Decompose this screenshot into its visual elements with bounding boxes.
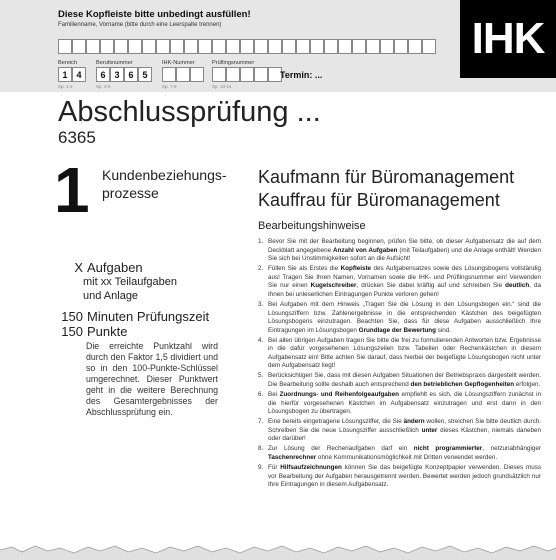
hinweis-text: Für xyxy=(268,463,281,471)
hinweis-text: des Aufgabensatzes sowie des Lösungsbogens vollständig aus! Tragen Sie Ihren Namen, Vornamen sowie die IHK- und Prüflingsnummer ein! Verwenden Sie nur einen xyxy=(268,265,541,290)
hinweis-emphasis: Zuordnungs- und Reihenfolgeaufgaben xyxy=(279,391,399,399)
berufsnummer-label: Berufsnummer xyxy=(96,60,133,66)
hinweis-emphasis: Taschenrechner xyxy=(268,453,317,461)
name-field-box[interactable] xyxy=(170,39,184,54)
hinweis-item xyxy=(258,445,541,462)
hinweis-text: (mit Teilaufgaben) und die Anlage enthält! Wenden Sie sich bei Unstimmigkeiten sofort an die Aufsicht! xyxy=(268,246,541,263)
ihk-nummer-field[interactable] xyxy=(162,67,204,82)
anlage-label: und Anlage xyxy=(83,290,139,302)
name-field-box[interactable] xyxy=(380,39,394,54)
hinweis-text: Zur Lösung der Rechenaufgaben darf ein xyxy=(268,445,414,453)
hinweis-number: 6. xyxy=(258,391,264,399)
ihk-logo: IHK xyxy=(460,0,556,78)
aufgaben-count: X xyxy=(74,260,83,275)
hinweis-emphasis: unter xyxy=(421,426,438,434)
hinweis-emphasis: deutlich xyxy=(505,282,530,290)
name-field-box[interactable] xyxy=(184,39,198,54)
hinweis-number: 1. xyxy=(258,238,264,245)
hinweis-number: 3. xyxy=(258,300,264,308)
name-field-box[interactable] xyxy=(394,39,408,54)
minutes-count: 150 xyxy=(61,309,83,324)
berufsnummer-box[interactable]: 3 xyxy=(110,67,124,82)
hinweis-emphasis: Grundlage der Bewertung xyxy=(358,326,436,334)
points-label: Punkte xyxy=(87,324,128,339)
name-field-box[interactable] xyxy=(240,39,254,54)
hinweis-text: Bevor Sie mit der Bearbeitung beginnen, prüfen Sie bitte, ob dieser Aufgabensatz die auf dem Deckblatt angegebene xyxy=(268,238,541,254)
hinweis-item xyxy=(258,337,541,371)
profession-line-1: Kaufmann für Büromanagement xyxy=(258,167,515,187)
name-field-box[interactable] xyxy=(296,39,310,54)
bereich-label: Bereich xyxy=(58,60,77,66)
hinweis-text: Berücksichtigen Sie, dass mit diesen Aufgaben Situationen der Betriebspraxis dargestellt werden. Die Bearbeitung sollte deshalb auch entsprechend xyxy=(268,372,541,389)
hinweis-item xyxy=(258,391,541,417)
hinweis-text: , netzunabhängiger xyxy=(482,445,541,453)
hinweis-emphasis: ändern xyxy=(403,418,425,426)
name-field-box[interactable] xyxy=(422,39,436,54)
name-field-box[interactable] xyxy=(72,39,86,54)
name-field-box[interactable] xyxy=(310,39,324,54)
name-field-box[interactable] xyxy=(366,39,380,54)
ihk-nummer-label: IHK-Nummer xyxy=(162,60,195,66)
points-count: 150 xyxy=(61,324,83,339)
hinweise-list xyxy=(258,238,541,491)
ihk-nummer-box[interactable] xyxy=(162,67,176,82)
profession-line-2: Kauffrau für Büromanagement xyxy=(258,190,500,210)
pruefling-hint: Sp. 10-14 xyxy=(212,84,232,89)
header-title: Diese Kopfleiste bitte unbedingt ausfüllen! xyxy=(58,9,251,20)
hinweis-item xyxy=(258,464,541,490)
hinweis-number: 2. xyxy=(258,265,264,273)
hinweis-text: Bei xyxy=(268,391,280,399)
pruefling-label: Prüflingsnummer xyxy=(212,60,255,66)
minutes-label: Minuten Prüfungszeit xyxy=(87,309,210,324)
hinweis-text: sind. xyxy=(436,326,452,334)
hinweis-text: Eine bereits eingetragene Lösungsziffer, die Sie xyxy=(268,418,404,426)
exam-subject: Kundenbeziehungs- prozesse xyxy=(102,167,227,201)
hinweis-text: ohne Kommunikationsmöglichkeit mit Dritten verwendet werden. xyxy=(316,453,498,461)
hinweis-number: 4. xyxy=(258,336,264,344)
termin-label: Termin: ... xyxy=(280,70,323,80)
berufsnummer-box[interactable]: 5 xyxy=(138,67,152,82)
hinweis-text: , da Ihnen bei unleserlichen Eintragungen Punkte verloren gehen! xyxy=(268,282,542,298)
name-field-box[interactable] xyxy=(226,39,240,54)
hinweis-emphasis: Hilfsaufzeichnungen xyxy=(280,463,342,471)
hinweis-text: , drücken Sie dabei kräftig auf und schreiben Sie xyxy=(356,282,506,290)
berufsnummer-field[interactable] xyxy=(96,67,152,82)
name-field-box[interactable] xyxy=(338,39,352,54)
name-field-box[interactable] xyxy=(128,39,142,54)
name-field-box[interactable] xyxy=(212,39,226,54)
name-field-box[interactable] xyxy=(156,39,170,54)
name-field-box[interactable] xyxy=(268,39,282,54)
bereich-field[interactable] xyxy=(58,67,86,82)
hinweis-emphasis: nicht programmierter xyxy=(413,445,483,453)
berufsnummer-box[interactable]: 6 xyxy=(124,67,138,82)
hinweis-text: können Sie das beigefügte Konzeptpapier verwenden. Dieses muss vor Bearbeitung der Aufgaben herausgetrennt werden. Bewertet werden jedoch grundsätzlich nur Ihre Eintragungen in diesem Aufgabensatz. xyxy=(268,463,541,489)
berufsnummer-hint: Sp. 3-6 xyxy=(96,84,111,89)
pruefling-box[interactable] xyxy=(212,67,226,82)
exam-title: Abschlussprüfung ... xyxy=(58,96,321,128)
hinweis-item xyxy=(258,418,541,444)
hinweise-title: Bearbeitungshinweise xyxy=(258,220,366,232)
name-field-box[interactable] xyxy=(408,39,422,54)
hinweis-number: 7. xyxy=(258,418,264,426)
berufsnummer-box[interactable]: 6 xyxy=(96,67,110,82)
bereich-hint: Sp. 1-2 xyxy=(58,84,73,89)
ihk-nummer-box[interactable] xyxy=(190,67,204,82)
aufgaben-label: Aufgaben xyxy=(87,260,143,275)
hinweis-emphasis: Kopfleiste xyxy=(340,265,372,273)
hinweis-text: Füllen Sie als Erstes die xyxy=(268,265,341,273)
name-field[interactable] xyxy=(58,39,436,54)
profession xyxy=(258,166,514,212)
name-field-box[interactable] xyxy=(352,39,366,54)
name-field-box[interactable] xyxy=(282,39,296,54)
bereich-box[interactable]: 1 xyxy=(58,67,72,82)
pruefling-box[interactable] xyxy=(226,67,240,82)
pruefling-box[interactable] xyxy=(254,67,268,82)
hinweis-text: empfiehlt es sich, die Lösungsziffern zunächst in die hierfür vorgesehenen Kästchen im Aufgabensatz einzutragen und erst dann in den Lösungsbogen zu übertragen. xyxy=(268,391,541,416)
hinweis-text: Bei allen übrigen Aufgaben tragen Sie bitte die frei zu formulierenden Antworten bzw. Ergebnisse in die dafür vorgesehenen Lösungszeilen bzw. Tabellen oder Rechenkästchen in diesem Aufgabensatz ein! Bitte achten Sie darauf, dass hierbei der beigefügte Lösungsbogen nicht unter dem Aufgabensatz liegt! xyxy=(268,336,541,370)
hinweis-item xyxy=(258,265,541,299)
name-field-box[interactable] xyxy=(142,39,156,54)
name-field-box[interactable] xyxy=(86,39,100,54)
name-field-label: Familienname, Vorname (bitte durch eine Leerspalte trennen) xyxy=(58,22,222,28)
exam-part-number: 1 xyxy=(54,154,90,226)
hinweis-item xyxy=(258,301,541,335)
hinweis-item xyxy=(258,238,541,264)
exam-code: 6365 xyxy=(58,128,96,147)
name-field-box[interactable] xyxy=(100,39,114,54)
exam-info xyxy=(58,260,218,418)
pruefling-box[interactable] xyxy=(240,67,254,82)
ihk-nummer-box[interactable] xyxy=(176,67,190,82)
hinweis-number: 9. xyxy=(258,463,264,471)
hinweis-number: 8. xyxy=(258,445,264,453)
ihk-nummer-hint: Sp. 7-9 xyxy=(162,84,177,89)
bereich-box[interactable]: 4 xyxy=(72,67,86,82)
points-note: Die erreichte Punktzahl wird durch den Faktor 1,5 dividiert und so in den 100-Punkte-Schlüssel umgerechnet. Dieser Punktwert geht in die weitere Berechnung des Gesamtergebnisses der Abschlussprüfung ein. xyxy=(86,341,218,417)
hinweis-emphasis: Kugelschreiber xyxy=(310,282,357,290)
name-field-box[interactable] xyxy=(58,39,72,54)
name-field-box[interactable] xyxy=(114,39,128,54)
name-field-box[interactable] xyxy=(324,39,338,54)
name-field-box[interactable] xyxy=(198,39,212,54)
hinweis-text: dieses Kästchen, niemals daneben oder darüber! xyxy=(268,426,542,443)
teilaufgaben-label: mit xx Teilaufgaben xyxy=(83,276,177,288)
hinweis-text: wollen, streichen Sie bitte deutlich durch. Schreiben Sie die neue Lösungsziffer ausschließlich xyxy=(268,418,541,434)
name-field-box[interactable] xyxy=(254,39,268,54)
hinweis-text: Bei Aufgaben mit dem Hinweis „Tragen Sie die Lösung in den Lösungsbogen ein.“ sind die Lösungsziffern bzw. Zahlenergebnisse in die entsprechenden Kästchen des beigefügten Lösungsbogens einzutragen. Beachten Sie, dass für diese Aufgaben ausschließlich Ihre Eintragungen im Lösungsbogen xyxy=(268,300,541,334)
hinweis-emphasis: den betrieblichen Gepflogenheiten xyxy=(410,381,515,389)
hinweis-emphasis: Anzahl von Aufgaben xyxy=(333,246,398,254)
torn-edge xyxy=(0,544,556,560)
hinweis-number: 5. xyxy=(258,372,264,380)
hinweis-item xyxy=(258,372,541,389)
hinweis-text: erfolgen. xyxy=(514,381,541,389)
pruefling-field[interactable] xyxy=(212,67,282,82)
